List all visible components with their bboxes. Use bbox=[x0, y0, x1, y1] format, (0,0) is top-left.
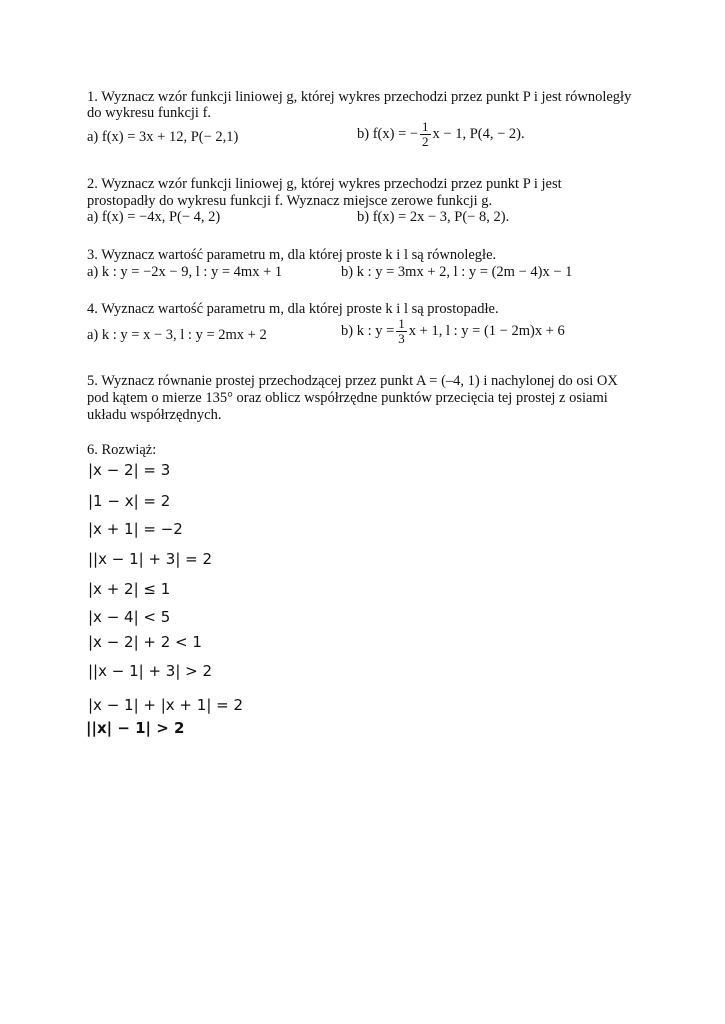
equation-9: |x − 1| + |x + 1| = 2 bbox=[88, 696, 244, 714]
task2-line2: prostopadły do wykresu funkcji f. Wyznacz miejsce zerowe funkcji g. bbox=[87, 193, 493, 209]
task6-title: 6. Rozwiąż: bbox=[87, 442, 157, 458]
task3-option-b: b) k : y = 3mx + 2, l : y = (2m − 4)x − 1 bbox=[341, 264, 573, 280]
task1-b-num: 1 bbox=[422, 119, 429, 134]
equation-4: ||x − 1| + 3| = 2 bbox=[88, 550, 213, 568]
task1-line1: 1. Wyznacz wzór funkcji liniowej g, której wykres przechodzi przez punkt P i jest równoległy bbox=[87, 89, 632, 105]
equation-8: ||x − 1| + 3| > 2 bbox=[88, 662, 213, 680]
task1-option-a: a) f(x) = 3x + 12, P(− 2,1) bbox=[87, 129, 239, 145]
equation-2: |1 − x| = 2 bbox=[88, 492, 171, 510]
task4-option-a: a) k : y = x − 3, l : y = 2mx + 2 bbox=[87, 327, 267, 343]
task4-option-b bbox=[341, 317, 565, 346]
task4-line1: 4. Wyznacz wartość parametru m, dla której proste k i l są prostopadłe. bbox=[87, 301, 499, 317]
task1-b-den: 2 bbox=[422, 134, 429, 149]
equation-10: ||x| − 1| > 2 bbox=[86, 719, 185, 737]
task5-line3: układu współrzędnych. bbox=[87, 407, 222, 423]
task5-line1: 5. Wyznacz równanie prostej przechodzącej przez punkt A = (–4, 1) i nachylonej do osi OX bbox=[87, 373, 618, 389]
task3-option-a: a) k : y = −2x − 9, l : y = 4mx + 1 bbox=[87, 264, 283, 280]
equation-7: |x − 2| + 2 < 1 bbox=[88, 633, 202, 651]
task5-line2: pod kątem o mierze 135° oraz oblicz współrzędne punktów przecięcia tej prostej z osiami bbox=[87, 390, 608, 406]
task2-option-b: b) f(x) = 2x − 3, P(− 8, 2). bbox=[357, 209, 510, 225]
task3-line1: 3. Wyznacz wartość parametru m, dla której proste k i l są równoległe. bbox=[87, 247, 497, 263]
task1-b-pre: b) f(x) = − bbox=[357, 125, 419, 142]
task4-b-post: x + 1, l : y = (1 − 2m)x + 6 bbox=[408, 322, 565, 339]
task4-b-num: 1 bbox=[398, 316, 405, 331]
task4-b-den: 3 bbox=[398, 331, 405, 346]
task1-line2: do wykresu funkcji f. bbox=[87, 105, 212, 121]
task2-line1: 2. Wyznacz wzór funkcji liniowej g, której wykres przechodzi przez punkt P i jest bbox=[87, 176, 562, 192]
equation-6: |x − 4| < 5 bbox=[88, 608, 171, 626]
task1-b-post: x − 1, P(4, − 2). bbox=[432, 125, 525, 142]
task2-option-a: a) f(x) = −4x, P(− 4, 2) bbox=[87, 209, 221, 225]
equation-3: |x + 1| = −2 bbox=[88, 520, 183, 538]
task1-option-b bbox=[357, 120, 525, 149]
equation-1: |x − 2| = 3 bbox=[88, 461, 171, 479]
task4-b-pre: b) k : y = bbox=[341, 322, 395, 339]
equation-5: |x + 2| ≤ 1 bbox=[88, 580, 171, 598]
task4-b-fraction bbox=[396, 317, 407, 346]
task1-b-fraction bbox=[420, 120, 431, 149]
